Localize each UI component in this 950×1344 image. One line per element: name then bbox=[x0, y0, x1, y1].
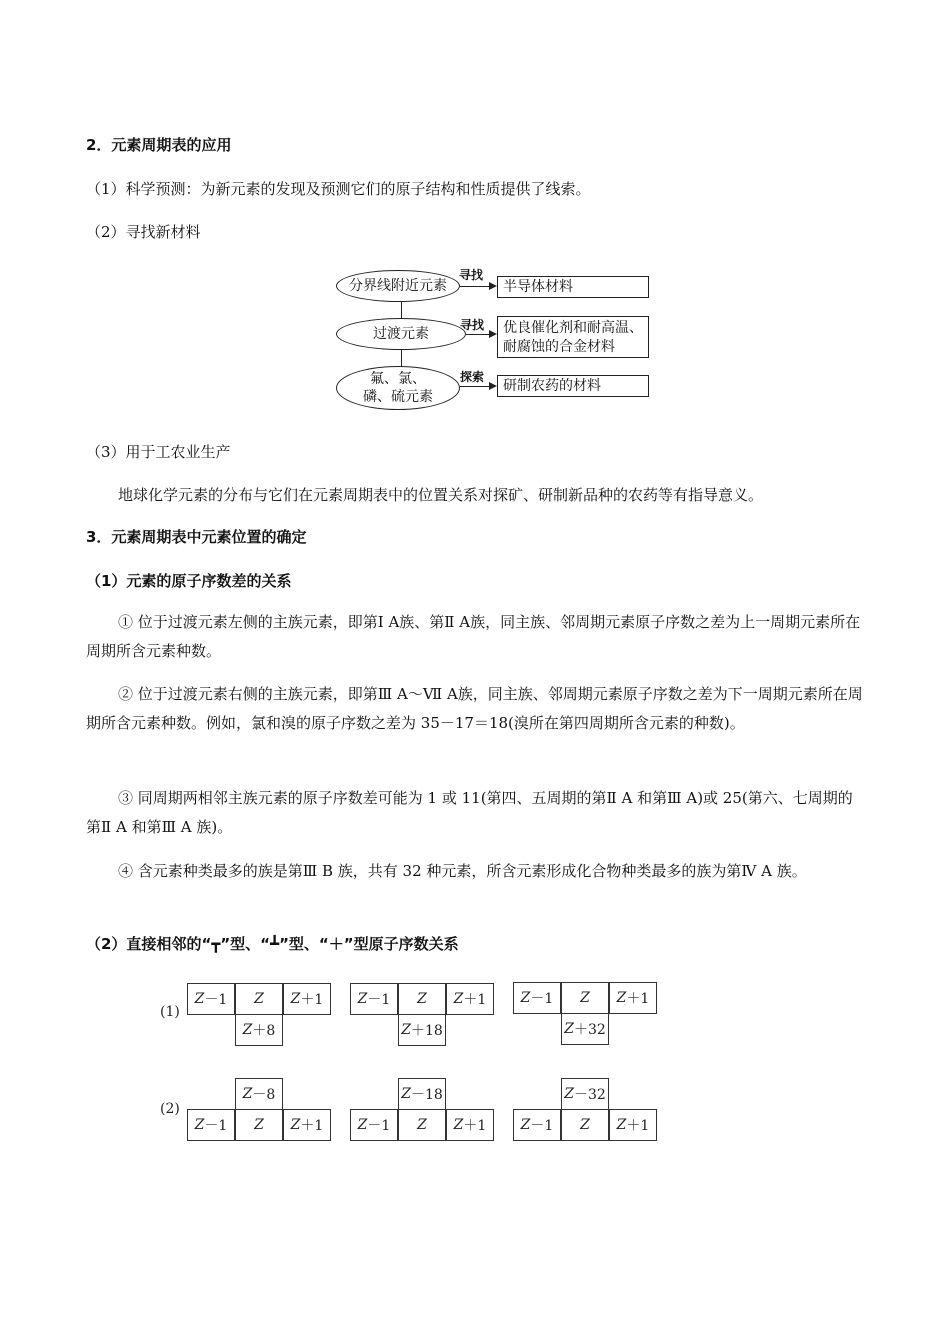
grid-cell: Z ＋1 bbox=[283, 983, 331, 1015]
grid-cell: Z －1 bbox=[187, 983, 235, 1015]
grid-cell: Z －18 bbox=[398, 1078, 446, 1110]
flow-target-pesticide: 研制农药的材料 bbox=[497, 375, 649, 397]
grid-cell: Z ＋8 bbox=[235, 1014, 283, 1046]
subheading-adjacent-shapes: （2）直接相邻的“┳”型、“┻”型、“＋”型原子序数关系 bbox=[86, 935, 459, 953]
grid-cell: Z bbox=[398, 1109, 446, 1141]
grid-cell: Z bbox=[398, 983, 446, 1015]
flow-source-halogen: 氟、氯、磷、硫元素 bbox=[336, 366, 460, 410]
item-4 bbox=[86, 857, 864, 886]
grid-cell: Z bbox=[235, 1109, 283, 1141]
arrow-line bbox=[460, 286, 490, 287]
arrow-head-icon bbox=[489, 382, 497, 390]
flow-verb: 寻找 bbox=[460, 318, 485, 332]
flow-verb: 寻找 bbox=[459, 268, 484, 282]
grid-cell: Z ＋1 bbox=[446, 983, 494, 1015]
paragraph-scientific-prediction: （1）科学预测：为新元素的发现及预测它们的原子结构和性质提供了线索。 bbox=[86, 180, 591, 198]
subheading-atomic-number-diff: （1）元素的原子序数差的关系 bbox=[86, 572, 292, 590]
paragraph-industry-body: 地球化学元素的分布与它们在元素周期表中的位置关系对探矿、研制新品种的农药等有指导意义。 bbox=[118, 486, 764, 504]
item-2-text: ② 位于过渡元素右侧的主族元素，即第Ⅲ A～Ⅶ A族，同主族、邻周期元素原子序数之差为下一周期元素所在周期所含元素种数。例如，氯和溴的原子序数之差为 35－17＝18(溴所在第四周期所含元素的种数)。 bbox=[86, 685, 863, 732]
grid-cell: Z －1 bbox=[350, 1109, 398, 1141]
arrow-head-icon bbox=[489, 330, 497, 338]
flow-source-boundary: 分界线附近元素 bbox=[336, 270, 460, 302]
item-2 bbox=[86, 680, 864, 738]
grid-row-label: (2) bbox=[160, 1101, 180, 1117]
item-1 bbox=[86, 608, 864, 666]
grid-cell: Z bbox=[561, 1109, 609, 1141]
grid-cell: Z －1 bbox=[513, 1109, 561, 1141]
flow-verb: 探索 bbox=[460, 370, 485, 384]
grid-cell: Z ＋1 bbox=[283, 1109, 331, 1141]
paragraph-industry: （3）用于工农业生产 bbox=[86, 443, 231, 461]
grid-cell: Z －32 bbox=[561, 1078, 609, 1110]
grid-cell: Z ＋32 bbox=[561, 1013, 609, 1045]
grid-cell: Z ＋1 bbox=[609, 982, 657, 1014]
paragraph-new-materials: （2）寻找新材料 bbox=[86, 223, 201, 241]
connector-line bbox=[401, 349, 402, 367]
grid-cell: Z ＋1 bbox=[609, 1109, 657, 1141]
arrow-line bbox=[466, 334, 490, 335]
grid-cell: Z bbox=[561, 982, 609, 1014]
flow-target-semiconductor: 半导体材料 bbox=[497, 276, 649, 298]
arrow-line bbox=[460, 386, 490, 387]
grid-cell: Z －1 bbox=[187, 1109, 235, 1141]
grid-cell: Z ＋1 bbox=[446, 1109, 494, 1141]
item-4-text: ④ 含元素种类最多的族是第Ⅲ B 族，共有 32 种元素，所含元素形成化合物种类最多的族为第Ⅳ A 族。 bbox=[118, 862, 807, 880]
item-1-text: ① 位于过渡元素左侧的主族元素，即第Ⅰ A族、第Ⅱ A族，同主族、邻周期元素原子序数之差为上一周期元素所在周期所含元素种数。 bbox=[86, 613, 861, 660]
grid-cell: Z ＋18 bbox=[398, 1014, 446, 1046]
grid-cell: Z －1 bbox=[513, 982, 561, 1014]
grid-cell: Z bbox=[235, 983, 283, 1015]
flow-target-catalyst: 优良催化剂和耐高温、耐腐蚀的合金材料 bbox=[497, 316, 649, 358]
grid-row-label: (1) bbox=[160, 1004, 180, 1020]
section-heading-applications: 2．元素周期表的应用 bbox=[86, 136, 232, 154]
section-heading-position: 3．元素周期表中元素位置的确定 bbox=[86, 528, 307, 546]
grid-cell: Z －1 bbox=[350, 983, 398, 1015]
flow-source-transition: 过渡元素 bbox=[336, 318, 466, 350]
grid-cell: Z －8 bbox=[235, 1078, 283, 1110]
arrow-head-icon bbox=[489, 282, 497, 290]
item-3 bbox=[86, 784, 864, 842]
item-3-text: ③ 同周期两相邻主族元素的原子序数差可能为 1 或 11(第四、五周期的第Ⅱ A 和第Ⅲ A)或 25(第六、七周期的第Ⅱ A 和第Ⅲ A 族)。 bbox=[86, 789, 853, 836]
